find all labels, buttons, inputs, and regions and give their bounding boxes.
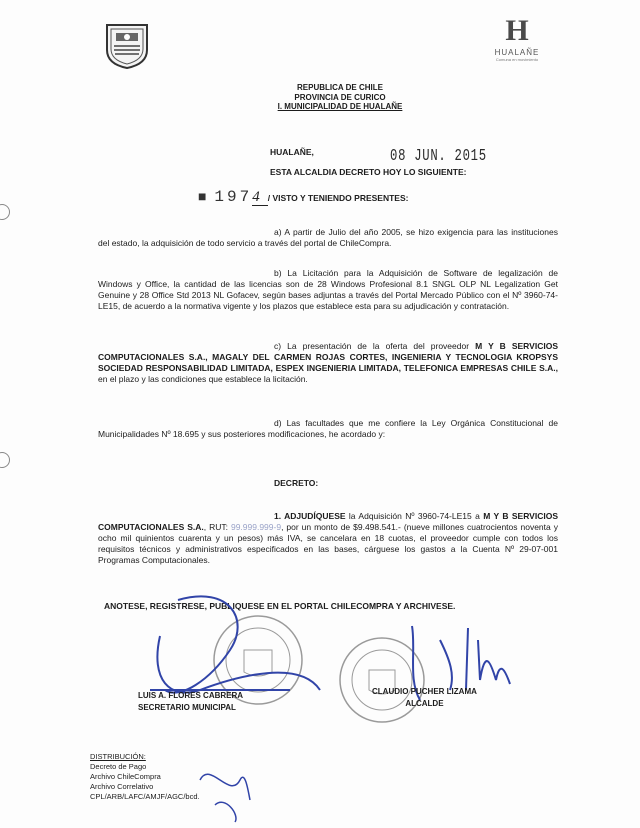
closing-line: ANOTESE, REGISTRESE, PUBLIQUESE EN EL PORTAL CHILECOMPRA Y ARCHIVESE. [104,601,456,611]
letterhead-line-3: I. MUNICIPALIDAD DE HUALAÑE [277,102,403,111]
letterhead-line-2: PROVINCIA DE CURICO [294,92,386,102]
secretary-name: LUIS A. FLORES CABRERA [138,691,244,700]
resolution-text-2: , por un monto de $9.498.541.- (nueve millones cuatrocientos noventa y ocho mil quinientos cuarenta y un pesos) más IVA, se cancelara en 18 cuotas, el proveedor cumple con todos los requisitos técnicos y administrativos especificados en las bases, cárguese los gastos a la Cuenta Nº 29-07-001 Programas Computacionales. [98,522,558,565]
distribution-item: CPL/ARB/LAFC/AMJF/AGC/bcd. [90,792,200,801]
date-stamp: 08 JUN. 2015 [390,147,487,166]
distribution-heading: DISTRIBUCIÓN: [90,752,146,761]
consideration-c-providers: M Y B SERVICIOS COMPUTACIONALES S.A., MAGALY DEL CARMEN ROJAS CORTES, INGENIERIA Y TECNOLOGIA KROPSYS SOCIEDAD RESPONSABILIDAD LIMITADA, ESPEX INGENIERIA LIMITADA, TELEFONICA EMPRESAS CHILE S.A., [98,341,558,373]
secretary-title: SECRETARIO MUNICIPAL [138,703,236,712]
location: HUALAÑE, [270,147,314,157]
hualane-logo-mark: H [505,14,529,47]
distribution-block [90,752,200,802]
decreto-heading: DECRETO: [274,478,319,488]
consideration-b-text: b) La Licitación para la Adquisición de Software de legalización de Windows y Office, la cantidad de las licencias son de 28 Windows Profesional 8.1 SNGL OLP NL Legalization Get Genuine y 28 Office Std 2013 NL Gofacev, según bases adjuntas a través del Portal Mercado Público con el Nº 3960-74-LE15, de acuerdo a la normativa vigente y los plazos que establece esta para su adjudicación y contratación. [98,268,558,311]
visto-label: / VISTO Y TENIENDO PRESENTES: [267,193,409,203]
hualane-logo-name: HUALAÑE [494,48,540,57]
hualane-logo-tagline: Comuna en movimiento [495,57,539,62]
resolution-rut-redacted: 99.999.999-9 [230,522,282,532]
stamp-mark: ■ [198,190,207,206]
distribution-item: Decreto de Pago [90,762,147,771]
resolution-provider: M Y B SERVICIOS COMPUTACIONALES S.A. [98,511,558,532]
alcaldia-line: ESTA ALCALDIA DECRETO HOY LO SIGUIENTE: [270,167,467,177]
distribution-item: Archivo Correlativo [90,782,154,791]
consideration-a-text: a) A partir de Julio del año 2005, se hizo exigencia para las instituciones del estado, la adquisición de todo servicio a través del portal de ChileCompra. [98,227,558,248]
secretary-signature [150,596,320,692]
decree-number-printed: 197 [214,188,253,206]
alcalde-title: ALCALDE [405,699,444,708]
consideration-d-text: d) Las facultades que me confiere la Ley Orgánica Constitucional de Municipalidades Nº 18.695 y sus posteriores modificaciones, he acordado y: [98,418,558,439]
resolution-text-1: la Adquisición Nº 3960-74-LE15 a [345,511,484,521]
letterhead-line-1: REPUBLICA DE CHILE [297,83,383,92]
distribution-initials [200,774,250,822]
consideration-c-intro: c) La presentación de la oferta del proveedor [274,341,476,351]
resolution-rut-label: , RUT: [203,522,231,532]
alcalde-signature-block [372,686,477,710]
secretary-signature-block [138,690,243,714]
alcalde-name: CLAUDIO PUCHER LIZAMA [372,687,477,696]
distribution-item: Archivo ChileCompra [90,772,161,781]
consideration-c-end: en el plazo y las condiciones que establece la licitación. [98,374,308,384]
decree-number-handwritten: 4 [252,189,268,206]
resolution-number: 1. ADJUDÍQUESE [274,511,346,521]
